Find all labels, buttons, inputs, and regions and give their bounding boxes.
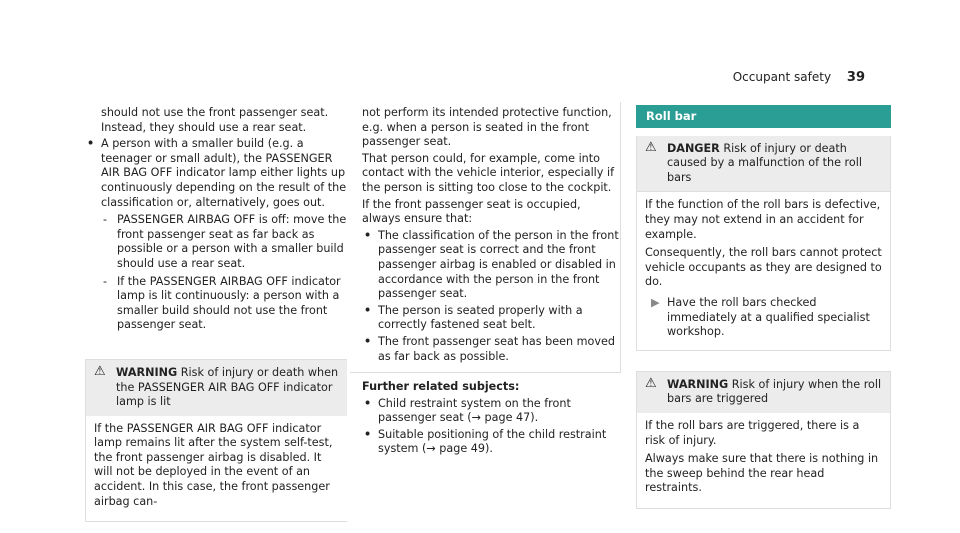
warning-body (86, 416, 347, 522)
dash-icon: - (103, 213, 108, 227)
related-link-item[interactable] (362, 428, 620, 457)
warning-triangle-icon: ⚠ (645, 139, 657, 155)
warning-label: WARNING (116, 365, 178, 379)
list-item (362, 304, 620, 333)
instruction-item (645, 296, 882, 340)
danger-box (636, 136, 891, 351)
warning-header (637, 372, 890, 413)
list-item (362, 335, 620, 364)
warning-triangle-icon: ⚠ (94, 363, 106, 379)
page-number: 39 (846, 70, 865, 85)
warning-text: If the PASSENGER AIR BAG OFF indicator lamp remains lit after the system self-test, the front passenger airbag is disabled. It will not be deployed in the event of an accident. In this case, the front passenger airbag can- (94, 421, 333, 508)
sub-list-item-text: If the PASSENGER AIRBAG OFF indicator lamp is lit continuously: a person with a smaller build should not use the front passenger seat. (117, 274, 341, 332)
warning-text: Always make sure that there is nothing in the sweep behind the rear head restraints. (645, 452, 879, 495)
warning-title: Risk of injury when the roll bars are triggered (667, 377, 882, 406)
triangle-arrow-icon: ▶ (651, 295, 660, 309)
warning-label: WARNING (667, 377, 729, 391)
bullet-dot-icon: • (364, 427, 372, 441)
bullet-dot-icon: • (87, 137, 95, 151)
warning-box (636, 371, 891, 509)
list-item (362, 229, 620, 302)
bullet-dot-icon: • (364, 396, 372, 410)
column-2 (362, 106, 620, 459)
warning-text: If the roll bars are triggered, there is a risk of injury. (645, 418, 860, 447)
paragraph: not perform its intended protective function, e.g. when a person is seated in the front passenger seat. (362, 106, 612, 149)
warning-box (85, 359, 347, 522)
list-item-text: The classification of the person in the front passenger seat is correct and the front passenger airbag is enabled or disabled in accordance with the person in the front passenger seat. (378, 228, 619, 301)
danger-text: Consequently, the roll bars cannot protect vehicle occupants as they are designed to do. (645, 246, 882, 289)
page-header (733, 70, 865, 85)
paragraph: That person could, for example, come into contact with the vehicle interior, especially if the person is sitting too close to the cockpit. (362, 151, 615, 194)
related-link-text[interactable]: Child restraint system on the front passenger seat (→ page 47). (378, 396, 571, 425)
warning-header (86, 360, 347, 416)
danger-text: If the function of the roll bars is defective, they may not extend in an accident for example. (645, 198, 881, 241)
danger-label: DANGER (667, 141, 720, 155)
column-1 (85, 106, 347, 522)
intro-text: should not use the front passenger seat. Instead, they should use a rear seat. (101, 106, 329, 134)
warning-triangle-icon: ⚠ (645, 375, 657, 391)
danger-body (637, 192, 890, 349)
related-link-item[interactable] (362, 397, 620, 426)
instruction-text: Have the roll bars checked immediately at a qualified specialist workshop. (667, 295, 870, 339)
list-item-text: The front passenger seat has been moved as far back as possible. (378, 334, 615, 363)
section-heading: Roll bar (636, 105, 891, 128)
danger-title: Risk of injury or death caused by a malfunction of the roll bars (667, 141, 862, 184)
list-item-text: A person with a smaller build (e.g. a teenager or small adult), the PASSENGER AIR BAG OFF indicator lamp either lights up continuously depending on the result of the classification or, alternatively, goes out. (101, 137, 347, 209)
bullet-dot-icon: • (364, 334, 372, 348)
list-item (85, 137, 347, 210)
dash-icon: - (103, 274, 108, 288)
sub-list-item (85, 275, 347, 333)
section-title: Occupant safety (732, 70, 832, 84)
sub-list-item-text: PASSENGER AIRBAG OFF is off: move the front passenger seat as far back as possible or a person with a smaller build should use a rear seat. (117, 213, 347, 270)
related-link-text[interactable]: Suitable positioning of the child restraint system (→ page 49). (378, 427, 607, 456)
paragraph: If the front passenger seat is occupied, always ensure that: (362, 197, 581, 226)
bullet-dot-icon: • (364, 228, 372, 242)
warning-body (637, 413, 890, 508)
danger-header (637, 136, 890, 193)
list-item-text: The person is seated properly with a correctly fastened seat belt. (378, 303, 583, 332)
warning-title: Risk of injury or death when the PASSENGER AIR BAG OFF indicator lamp is lit (116, 365, 339, 409)
sub-list-item (85, 213, 347, 271)
related-subjects-title: Further related subjects: (362, 380, 520, 394)
bullet-dot-icon: • (364, 303, 372, 317)
column-3 (636, 105, 891, 509)
